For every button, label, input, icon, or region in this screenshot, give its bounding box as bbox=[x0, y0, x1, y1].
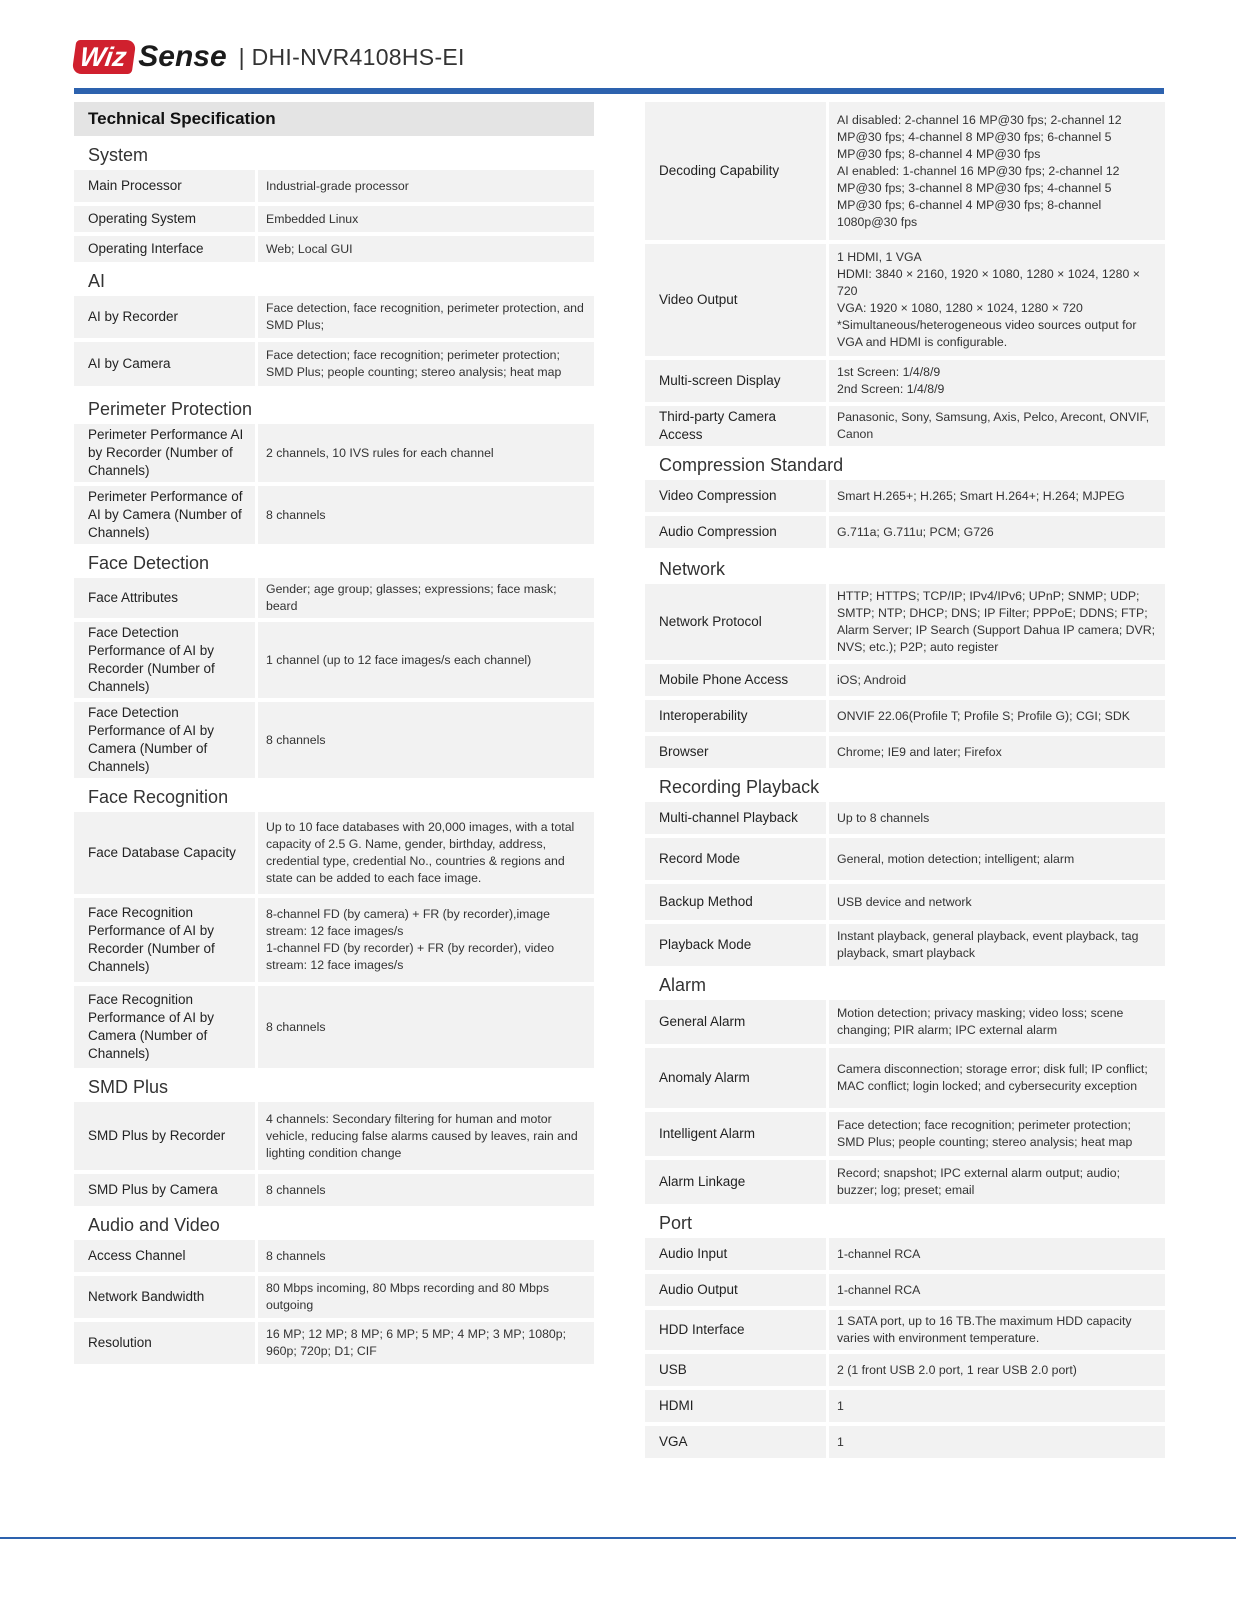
spec-value: 8 channels bbox=[258, 1174, 594, 1206]
spec-value: Gender; age group; glasses; expressions; face mask; beard bbox=[258, 578, 594, 618]
spec-label: Browser bbox=[645, 736, 826, 768]
spec-row bbox=[74, 170, 594, 202]
spec-value: 1 HDMI, 1 VGA HDMI: 3840 × 2160, 1920 × 1080, 1280 × 1024, 1280 × 720 VGA: 1920 × 1080, 1280 × 1024, 1280 × 720 *Simultaneous/heterogeneous video sources output for VGA and HDMI is configurable. bbox=[829, 244, 1165, 356]
spec-row bbox=[645, 736, 1165, 768]
spec-row bbox=[74, 1276, 594, 1318]
spec-row bbox=[645, 1000, 1165, 1044]
spec-value: 1 channel (up to 12 face images/s each channel) bbox=[258, 622, 594, 698]
spec-value: Instant playback, general playback, event playback, tag playback, smart playback bbox=[829, 924, 1165, 966]
spec-label: Main Processor bbox=[74, 170, 255, 202]
spec-row bbox=[645, 1274, 1165, 1306]
spec-row bbox=[74, 486, 594, 544]
spec-row bbox=[645, 1112, 1165, 1156]
spec-row bbox=[645, 406, 1165, 446]
section-heading-audio-video: Audio and Video bbox=[88, 1214, 220, 1235]
spec-row bbox=[645, 1160, 1165, 1204]
section-heading-port: Port bbox=[659, 1212, 693, 1233]
section-heading-system: System bbox=[88, 144, 149, 165]
model-number: | DHI-NVR4108HS-EI bbox=[238, 43, 465, 70]
spec-row bbox=[645, 516, 1165, 548]
spec-row bbox=[74, 1322, 594, 1364]
spec-row bbox=[645, 838, 1165, 880]
spec-label: Playback Mode bbox=[645, 924, 826, 966]
spec-label: Face Detection Performance of AI by Camera (Number of Channels) bbox=[74, 702, 255, 778]
spec-label: Multi-channel Playback bbox=[645, 802, 826, 834]
spec-row bbox=[645, 102, 1165, 240]
spec-row bbox=[645, 924, 1165, 966]
spec-value: Motion detection; privacy masking; video loss; scene changing; PIR alarm; IPC external alarm bbox=[829, 1000, 1165, 1044]
spec-row bbox=[74, 296, 594, 338]
wizsense-logo bbox=[74, 40, 227, 74]
spec-label: Third-party Camera Access bbox=[645, 406, 826, 446]
spec-value: Panasonic, Sony, Samsung, Axis, Pelco, Arecont, ONVIF, Canon bbox=[829, 406, 1165, 446]
spec-value: Up to 8 channels bbox=[829, 802, 1165, 834]
spec-label: Face Recognition Performance of AI by Recorder (Number of Channels) bbox=[74, 898, 255, 982]
spec-label: Audio Output bbox=[645, 1274, 826, 1306]
spec-value: 2 channels, 10 IVS rules for each channel bbox=[258, 424, 594, 482]
spec-row bbox=[74, 622, 594, 698]
spec-row bbox=[74, 424, 594, 482]
page-header bbox=[74, 38, 465, 76]
spec-value: Face detection, face recognition, perimeter protection, and SMD Plus; bbox=[258, 296, 594, 338]
spec-label: SMD Plus by Recorder bbox=[74, 1102, 255, 1170]
spec-label: AI by Recorder bbox=[74, 296, 255, 338]
spec-value: AI disabled: 2-channel 16 MP@30 fps; 2-channel 12 MP@30 fps; 4-channel 8 MP@30 fps; 6-channel 5 MP@30 fps; 8-channel 4 MP@30 fps AI enabled: 1-channel 16 MP@30 fps; 2-channel 12 MP@30 fps; 3-channel 8 MP@30 fps; 4-channel 5 MP@30 fps; 6-channel 4 MP@30 fps; 8-channel 1080p@30 fps bbox=[829, 102, 1165, 240]
spec-label: HDD Interface bbox=[645, 1310, 826, 1350]
spec-row bbox=[645, 1354, 1165, 1386]
spec-row bbox=[645, 1238, 1165, 1270]
spec-row bbox=[645, 1048, 1165, 1108]
spec-row bbox=[645, 700, 1165, 732]
spec-row bbox=[74, 1174, 594, 1206]
spec-row bbox=[645, 360, 1165, 402]
spec-value: Industrial-grade processor bbox=[258, 170, 594, 202]
spec-label: USB bbox=[645, 1354, 826, 1386]
spec-label: Audio Input bbox=[645, 1238, 826, 1270]
section-heading-recording-playback: Recording Playback bbox=[659, 776, 820, 797]
spec-value: 1 bbox=[829, 1390, 1165, 1422]
spec-row bbox=[645, 802, 1165, 834]
spec-label: Access Channel bbox=[74, 1240, 255, 1272]
logo-sense: Sense bbox=[138, 40, 227, 73]
spec-label: Perimeter Performance AI by Recorder (Number of Channels) bbox=[74, 424, 255, 482]
section-heading-perimeter: Perimeter Protection bbox=[88, 398, 253, 419]
spec-label: Perimeter Performance of AI by Camera (Number of Channels) bbox=[74, 486, 255, 544]
spec-row bbox=[74, 342, 594, 386]
spec-value: 80 Mbps incoming, 80 Mbps recording and 80 Mbps outgoing bbox=[258, 1276, 594, 1318]
spec-value: Face detection; face recognition; perimeter protection; SMD Plus; people counting; stereo analysis; heat map bbox=[829, 1112, 1165, 1156]
spec-value: 1-channel RCA bbox=[829, 1274, 1165, 1306]
section-heading-face-detection: Face Detection bbox=[88, 552, 210, 573]
spec-row bbox=[645, 1426, 1165, 1458]
spec-label: Record Mode bbox=[645, 838, 826, 880]
spec-row bbox=[645, 244, 1165, 356]
spec-title: Technical Specification bbox=[74, 102, 594, 136]
spec-row bbox=[645, 584, 1165, 660]
spec-row bbox=[74, 898, 594, 982]
spec-label: Alarm Linkage bbox=[645, 1160, 826, 1204]
spec-value: Embedded Linux bbox=[258, 206, 594, 232]
spec-value: 8-channel FD (by camera) + FR (by recorder),image stream: 12 face images/s 1-channel FD (by recorder) + FR (by recorder), video stream: 12 face images/s bbox=[258, 898, 594, 982]
spec-label: AI by Camera bbox=[74, 342, 255, 386]
spec-label: VGA bbox=[645, 1426, 826, 1458]
spec-label: Audio Compression bbox=[645, 516, 826, 548]
spec-column-left bbox=[74, 102, 594, 1368]
spec-value: Smart H.265+; H.265; Smart H.264+; H.264; MJPEG bbox=[829, 480, 1165, 512]
section-heading-face-recognition: Face Recognition bbox=[88, 786, 229, 807]
spec-row bbox=[74, 206, 594, 232]
spec-row bbox=[645, 884, 1165, 920]
spec-label: HDMI bbox=[645, 1390, 826, 1422]
spec-label: SMD Plus by Camera bbox=[74, 1174, 255, 1206]
spec-value: HTTP; HTTPS; TCP/IP; IPv4/IPv6; UPnP; SNMP; UDP; SMTP; NTP; DHCP; DNS; IP Filter; PPPoE; DDNS; FTP; Alarm Server; IP Search (Support Dahua IP camera; DVR; NVS; etc.); P2P; auto register bbox=[829, 584, 1165, 660]
spec-row bbox=[645, 1390, 1165, 1422]
spec-value: 8 channels bbox=[258, 986, 594, 1068]
spec-value: ONVIF 22.06(Profile T; Profile S; Profile G); CGI; SDK bbox=[829, 700, 1165, 732]
spec-row bbox=[74, 702, 594, 778]
spec-value: 8 channels bbox=[258, 702, 594, 778]
spec-label: Decoding Capability bbox=[645, 102, 826, 240]
spec-value: General, motion detection; intelligent; alarm bbox=[829, 838, 1165, 880]
spec-label: Video Output bbox=[645, 244, 826, 356]
spec-label: Face Recognition Performance of AI by Camera (Number of Channels) bbox=[74, 986, 255, 1068]
spec-label: Mobile Phone Access bbox=[645, 664, 826, 696]
spec-label: Network Protocol bbox=[645, 584, 826, 660]
spec-label: Operating Interface bbox=[74, 236, 255, 262]
logo-wiz: Wiz bbox=[72, 40, 137, 74]
spec-row bbox=[645, 480, 1165, 512]
spec-label: Resolution bbox=[74, 1322, 255, 1364]
spec-label: Operating System bbox=[74, 206, 255, 232]
section-heading-network: Network bbox=[659, 558, 726, 579]
section-heading-alarm: Alarm bbox=[659, 974, 707, 995]
spec-value: USB device and network bbox=[829, 884, 1165, 920]
spec-label: Video Compression bbox=[645, 480, 826, 512]
footer-divider bbox=[0, 1537, 1236, 1539]
spec-label: Backup Method bbox=[645, 884, 826, 920]
spec-row bbox=[645, 1310, 1165, 1350]
spec-value: Record; snapshot; IPC external alarm output; audio; buzzer; log; preset; email bbox=[829, 1160, 1165, 1204]
spec-value: iOS; Android bbox=[829, 664, 1165, 696]
section-heading-compression: Compression Standard bbox=[659, 454, 844, 475]
spec-value: 1 bbox=[829, 1426, 1165, 1458]
spec-value: 1-channel RCA bbox=[829, 1238, 1165, 1270]
spec-value: Up to 10 face databases with 20,000 images, with a total capacity of 2.5 G. Name, gender, birthday, address, credential type, credential No., countries & regions and state can be added to each face image. bbox=[258, 812, 594, 894]
spec-value: Face detection; face recognition; perimeter protection; SMD Plus; people counting; stereo analysis; heat map bbox=[258, 342, 594, 386]
spec-label: Face Detection Performance of AI by Recorder (Number of Channels) bbox=[74, 622, 255, 698]
spec-row bbox=[74, 986, 594, 1068]
spec-row bbox=[74, 812, 594, 894]
spec-label: Network Bandwidth bbox=[74, 1276, 255, 1318]
spec-label: Anomaly Alarm bbox=[645, 1048, 826, 1108]
spec-value: Chrome; IE9 and later; Firefox bbox=[829, 736, 1165, 768]
spec-value: 8 channels bbox=[258, 486, 594, 544]
spec-value: 16 MP; 12 MP; 8 MP; 6 MP; 5 MP; 4 MP; 3 MP; 1080p; 960p; 720p; D1; CIF bbox=[258, 1322, 594, 1364]
spec-value: 1st Screen: 1/4/8/9 2nd Screen: 1/4/8/9 bbox=[829, 360, 1165, 402]
spec-label: Multi-screen Display bbox=[645, 360, 826, 402]
spec-value: G.711a; G.711u; PCM; G726 bbox=[829, 516, 1165, 548]
spec-row bbox=[74, 578, 594, 618]
spec-row bbox=[74, 1102, 594, 1170]
spec-value: 1 SATA port, up to 16 TB.The maximum HDD capacity varies with environment temperature. bbox=[829, 1310, 1165, 1350]
spec-label: General Alarm bbox=[645, 1000, 826, 1044]
spec-column-right bbox=[645, 102, 1165, 1462]
spec-label: Face Database Capacity bbox=[74, 812, 255, 894]
spec-label: Intelligent Alarm bbox=[645, 1112, 826, 1156]
spec-label: Interoperability bbox=[645, 700, 826, 732]
spec-value: 8 channels bbox=[258, 1240, 594, 1272]
spec-value: 2 (1 front USB 2.0 port, 1 rear USB 2.0 port) bbox=[829, 1354, 1165, 1386]
spec-value: Web; Local GUI bbox=[258, 236, 594, 262]
header-divider bbox=[74, 88, 1164, 94]
section-heading-ai: AI bbox=[88, 270, 106, 291]
section-heading-smd-plus: SMD Plus bbox=[88, 1076, 169, 1097]
spec-value: 4 channels: Secondary filtering for human and motor vehicle, reducing false alarms caused by leaves, rain and lighting condition change bbox=[258, 1102, 594, 1170]
spec-row bbox=[645, 664, 1165, 696]
spec-label: Face Attributes bbox=[74, 578, 255, 618]
spec-row bbox=[74, 236, 594, 262]
spec-row bbox=[74, 1240, 594, 1272]
spec-value: Camera disconnection; storage error; disk full; IP conflict; MAC conflict; login locked; and cybersecurity exception bbox=[829, 1048, 1165, 1108]
